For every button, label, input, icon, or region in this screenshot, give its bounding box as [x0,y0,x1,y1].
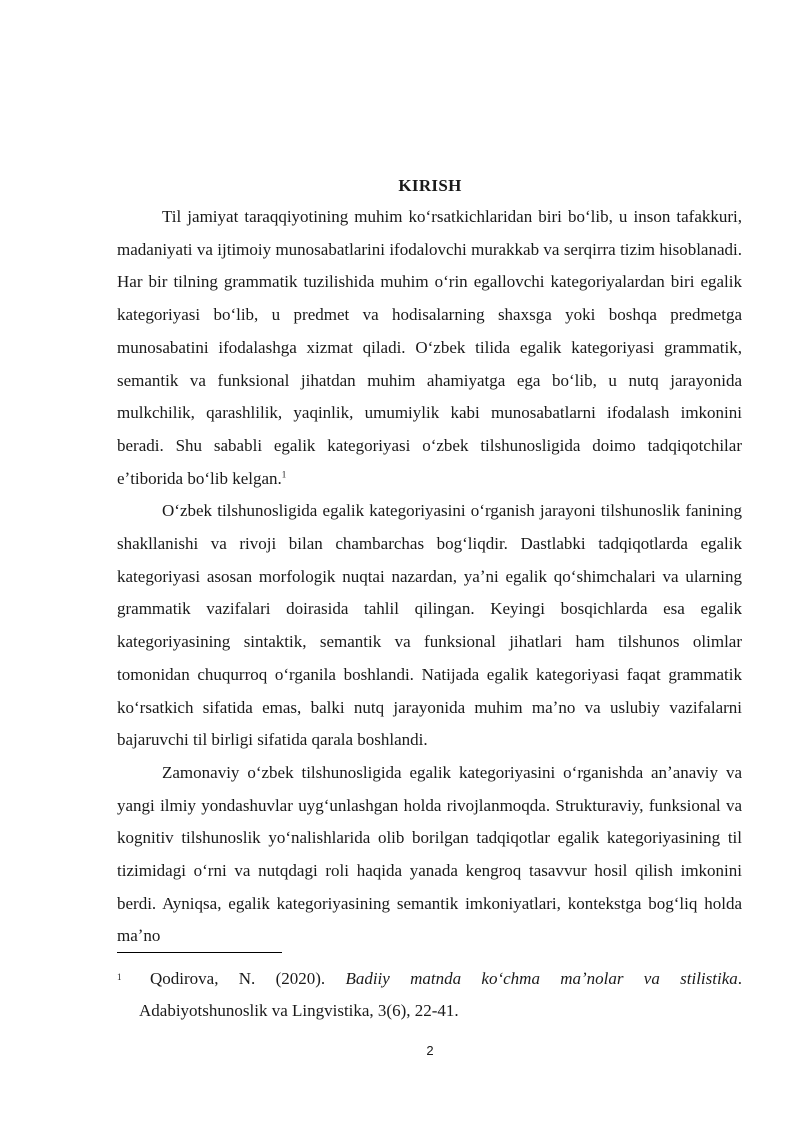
paragraph-2: Oʻzbek tilshunosligida egalik kategoriyasini oʻrganish jarayoni tilshunoslik fanining shakllanishi va rivoji bilan chambarchas bogʻliqdir. Dastlabki tadqiqotlarda egalik kategoriyasi asosan morfologik nuqtai nazardan, yaʼni egalik qoʻshimchalari va ularning grammatik vazifalari doirasida tahlil qilingan. Keyingi bosqichlarda esa egalik kategoriyasining sintaktik, semantik va funksional jihatlari ham tilshunos olimlar tomonidan chuqurroq oʻrganila boshlandi. Natijada egalik kategoriyasi faqat grammatik koʻrsatkich sifatida emas, balki nutq jarayonida muhim maʼno va uslubiy vazifalarni bajaruvchi til birligi sifatida qarala boshlandi. [117,501,742,750]
footnote-author: Qodirova, N. (2020). [150,969,326,988]
footnote-separator [117,952,282,953]
footnote-punct: . [737,969,743,988]
footnote [117,963,742,1027]
footnote-title: Badiiy matnda koʻchma maʼnolar va stilistika [345,969,738,988]
section-title: KIRISH [398,176,462,195]
footnote-number: 1 [117,972,122,982]
footnote-source: Adabiyotshunoslik va Lingvistika, 3(6), 22-41. [139,1001,459,1020]
body-text [117,201,742,953]
paragraph-1-text: Til jamiyat taraqqiyotining muhim koʻrsatkichlaridan biri boʻlib, u inson tafakkuri, madaniyati va ijtimoiy munosabatlarini ifodalovchi murakkab va serqirra tizim hisoblanadi. Har bir tilning grammatik tuzilishida muhim oʻrin egallovchi kategoriyalardan biri egalik kategoriyasi boʻlib, u predmet va hodisalarning shaxsga yoki boshqa predmetga munosabatini ifodalashga xizmat qiladi. Oʻzbek tilida egalik kategoriyasi grammatik, semantik va funksional jihatdan muhim ahamiyatga ega boʻlib, u nutq jarayonida mulkchilik, qarashlilik, yaqinlik, umumiylik kabi munosabatlarni ifodalash imkonini beradi. Shu sababli egalik kategoriyasi oʻzbek tilshunosligida doimo tadqiqotchilar eʼtiborida boʻlib kelgan. [117,207,742,488]
paragraph-1 [117,201,742,495]
footnote-reference[interactable]: 1 [281,468,287,479]
footnote-line-1 [117,963,742,995]
page-number: 2 [426,1043,434,1058]
paragraph-3: Zamonaviy oʻzbek tilshunosligida egalik kategoriyasini oʻrganishda anʼanaviy va yangi ilmiy yondashuvlar uygʻunlashgan holda rivojlanmoqda. Strukturaviy, funksional va kognitiv tilshunoslik yoʻnalishlarida olib borilgan tadqiqotlar egalik kategoriyasining til tizimidagi oʻrni va nutqdagi roli haqida yanada kengroq tasavvur hosil qilish imkonini berdi. Ayniqsa, egalik kategoriyasining semantik imkoniyatlari, kontekstga bogʻliq holda maʼno [117,762,742,946]
